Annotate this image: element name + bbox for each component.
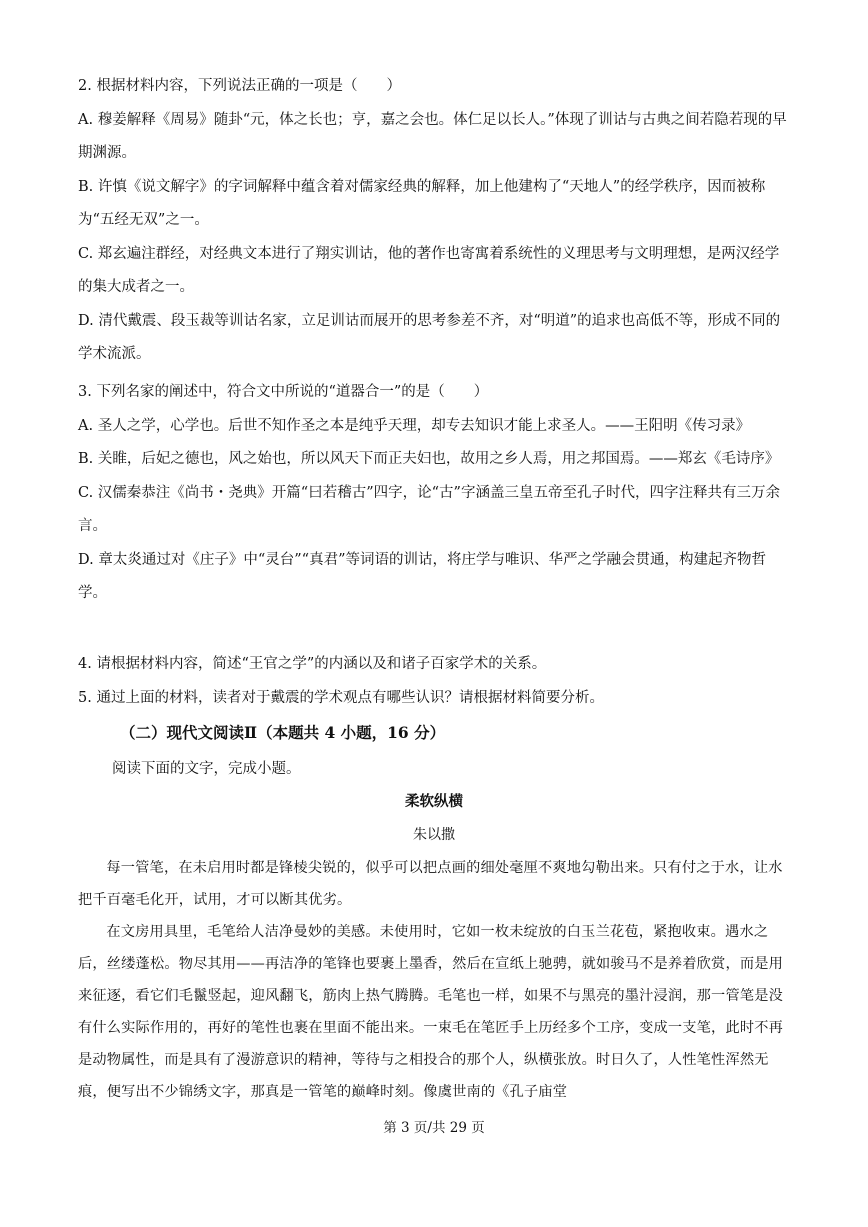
question-2-stem: 2. 根据材料内容，下列说法正确的一项是（ ） [78,78,401,94]
question-2 [78,70,790,372]
question-2-option-b: B. 许慎《说文解字》的字词解释中蕴含着对儒家经典的解释，加上他建构了“天地人”的经学秩序，因而被称为“五经无双”之一。 [78,178,766,228]
section-title: （二）现代文阅读Ⅱ（本题共 4 小题，16 分） [120,723,446,742]
question-2-option-d: D. 清代戴震、段玉裁等训诂名家，立足训诂而展开的思考参差不齐，对“明道”的追求也高低不等，形成不同的学术流派。 [78,312,781,362]
question-2-option-c: C. 郑玄遍注群经，对经典文本进行了翔实训诂，他的著作也寄寓着系统性的义理思考与文明理想，是两汉经学的集大成者之一。 [78,245,780,295]
question-3-option-c: C. 汉儒秦恭注《尚书・尧典》开篇“曰若稽古”四字，论“古”字涵盖三皇五帝至孔子时代，四字注释共有三万余言。 [78,484,780,534]
question-3 [78,376,790,611]
section-instruction: 阅读下面的文字，完成小题。 [112,761,301,777]
question-4: 4. 请根据材料内容，简述“王官之学”的内涵以及和诸子百家学术的关系。 [78,656,547,672]
question-3-option-b: B. 关睢，后妃之德也，风之始也，所以风天下而正夫妇也，故用之乡人焉，用之邦国焉。——郑玄《毛诗序》 [78,451,780,467]
question-2-option-a: A. 穆姜解释《周易》随卦“元，体之长也；亨，嘉之会也。体仁足以长人。”体现了训诂与古典之间若隐若现的早期渊源。 [78,111,787,161]
question-3-stem: 3. 下列名家的阐述中，符合文中所说的“道器合一”的是（ ） [78,384,489,400]
question-4-5 [78,648,790,715]
page-footer: 第 3 页/共 29 页 [383,1120,485,1136]
article-paragraph: 每一管笔，在未启用时都是锋棱尖锐的，似乎可以把点画的细处毫厘不爽地勾勒出来。只有付之于水，让水把千百毫毛化开，试用，才可以断其优劣。 [78,860,783,908]
article-title: 柔软纵横 [405,793,463,810]
question-3-option-a: A. 圣人之学，心学也。后世不知作圣之本是纯乎天理，却专去知识才能上求圣人。——王阳明《传习录》 [78,417,751,434]
article-body [78,852,790,1108]
article-paragraph: 在文房用具里，毛笔给人洁净曼妙的美感。未使用时，它如一枚未绽放的白玉兰花苞，紧抱收束。遇水之后，丝缕蓬松。物尽其用——再洁净的笔锋也要裹上墨香，然后在宣纸上驰骋，就如骏马不是养着欣赏，而是用来征逐，看它们毛鬣竖起，迎风翻飞，筋肉上热气腾腾。毛笔也一样，如果不与黑亮的墨汁浸润，那一管笔是没有什么实际作用的，再好的笔性也裹在里面不能出来。一束毛在笔匠手上历经多个工序，变成一支笔，此时不再是动物属性，而是具有了漫游意识的精神，等待与之相投合的那个人，纵横张放。时日久了，人性笔性浑然无痕，便写出不少锦绣文字，那真是一管笔的巅峰时刻。像虞世南的《孔子庙堂 [78,924,783,1100]
article-author: 朱以撒 [413,827,455,843]
question-3-option-d: D. 章太炎通过对《庄子》中“灵台”“真君”等词语的训诂，将庄学与唯识、华严之学融会贯通，构建起齐物哲学。 [78,551,766,601]
question-5: 5. 通过上面的材料，读者对于戴震的学术观点有哪些认识？请根据材料简要分析。 [78,689,604,706]
